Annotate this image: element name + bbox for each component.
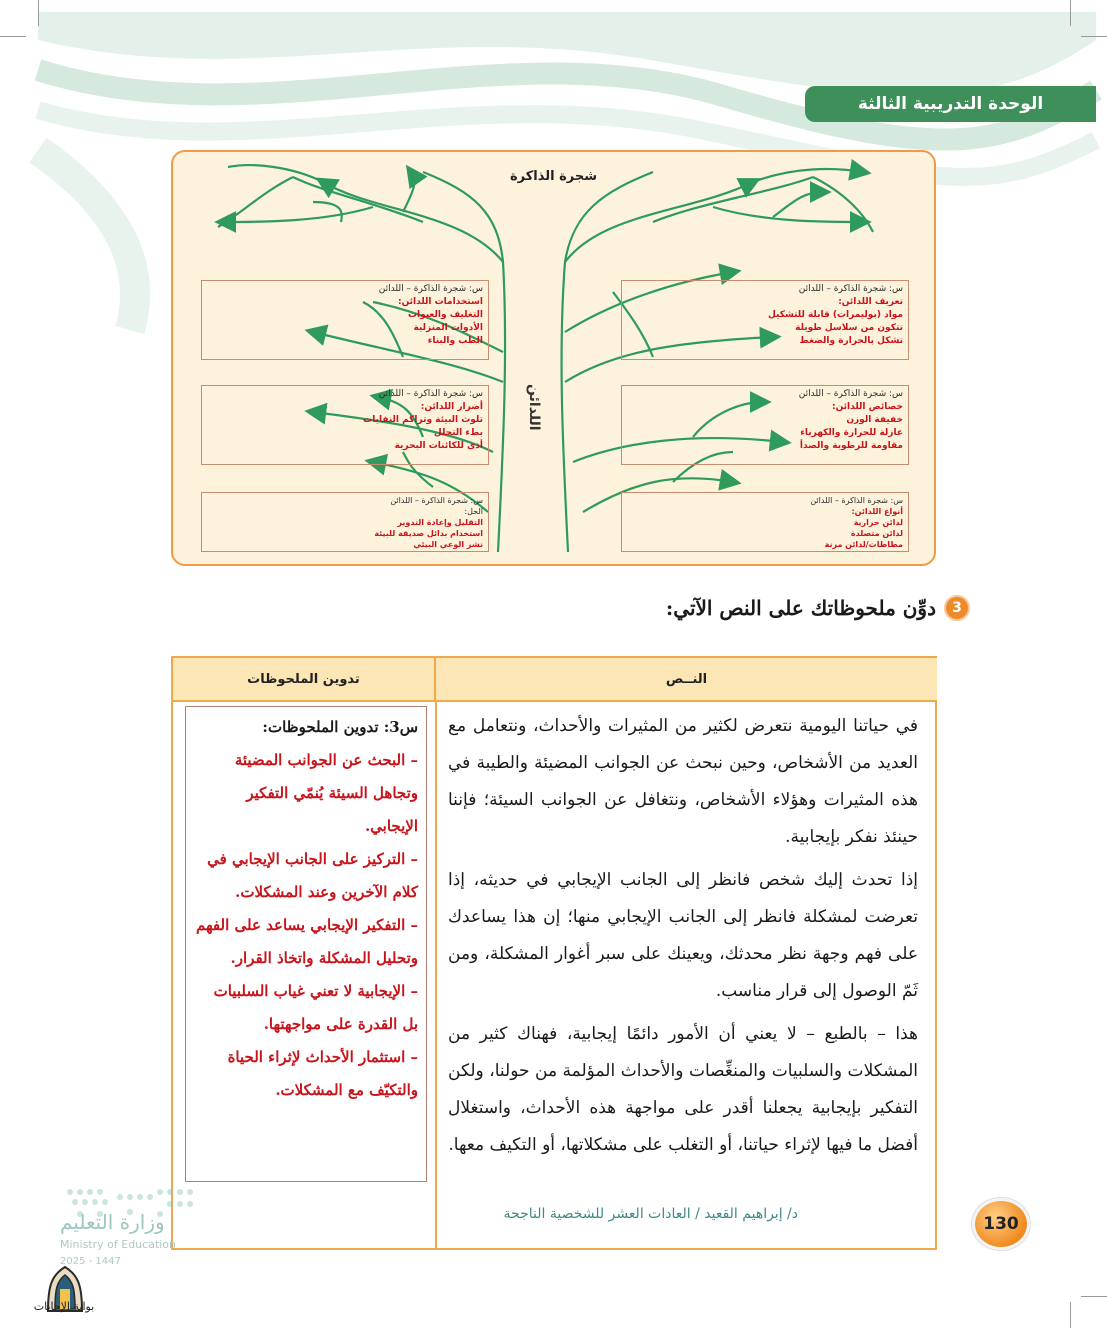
notes-table xyxy=(171,656,937,1250)
passage-text xyxy=(448,708,918,1170)
question-text: دوِّن ملحوظاتك على النص الآتي: xyxy=(665,596,936,620)
note-line: لدائن حرارية xyxy=(853,518,903,527)
table-header-text: النــص xyxy=(436,658,937,702)
passage-paragraph: إذا تحدث إليك شخص فانظر إلى الجانب الإيجابي في حديثه، إذا تعرضت لمشكلة فانظر إلى الجانب الإيجابي منها؛ إن هذا يساعدك على فهم وجهة نظر محدثك، ويعينك على سبر أغوار المشكلة، ومن ثَمّ الوصول إلى قرار مناسب. xyxy=(448,870,918,1001)
note-line: مقاومة للرطوبة والصدأ xyxy=(799,441,903,451)
tree-note-box-right-2 xyxy=(621,385,909,465)
tree-title: شجرة الذاكرة xyxy=(509,169,598,184)
column-divider xyxy=(435,702,437,1248)
crop-mark xyxy=(1070,1302,1071,1328)
tree-note-box-left-2 xyxy=(201,385,489,465)
passage-paragraph: في حياتنا اليومية نتعرض لكثير من المثيرات والأحداث، ونتعامل مع العديد من الأشخاص، وحين نبحث عن الجوانب المضيئة والطيبة في هذه المثيرات وهؤلاء الأشخاص، ونتغافل عن الجوانب السيئة؛ فإننا حينئذ نفكر بإيجابية. xyxy=(448,716,918,847)
note-line: س: شجرة الذاكرة – اللدائن xyxy=(798,284,903,294)
note-line: مواد (بوليمرات) قابلة للتشكيل xyxy=(768,310,903,320)
tree-note-box-right-3 xyxy=(621,492,909,552)
note-line: أذى للكائنات البحرية xyxy=(394,441,483,451)
tree-note-box-right-1 xyxy=(621,280,909,360)
crop-mark xyxy=(0,36,26,37)
note-item: – التركيز على الجانب الإيجابي في كلام الآخرين وعند المشكلات. xyxy=(207,850,418,901)
passage-paragraph: هذا – بالطبع – لا يعني أن الأمور دائمًا إيجابية، فهناك كثير من المشكلات والسلبيات والمنغِّصات والأحداث المؤلمة من حولنا، ولكن التفكير بإيجابية يجعلنا أقدر على مواجهة هذه الأحداث، واستغلال أفضل ما فيها لإثراء حياتنا، أو التغلب على مشكلاتها، أو التكيف معها. xyxy=(448,1024,918,1155)
note-line: الحل: xyxy=(464,507,483,516)
note-line: مطاطات/لدائن مرنة xyxy=(824,540,903,549)
crop-mark xyxy=(38,0,39,26)
note-line: أضرار اللدائن: xyxy=(420,402,483,412)
portal-name: بوابة الإجابات xyxy=(33,1300,95,1313)
note-line: التقليل وإعادة التدوير xyxy=(397,518,483,527)
note-line: تعريف اللدائن: xyxy=(838,297,903,307)
ministry-year: 2025 - 1447 xyxy=(60,1256,121,1267)
note-line: أنواع اللدائن: xyxy=(851,507,903,516)
note-line: س: شجرة الذاكرة – اللدائن xyxy=(378,389,483,399)
note-line: تلوث البيئة وتراكم النفايات xyxy=(363,415,483,425)
tree-note-box-left-1 xyxy=(201,280,489,360)
note-line: الأدوات المنزلية xyxy=(413,323,483,333)
crop-mark xyxy=(1081,1296,1107,1297)
passage-source: د/ إبراهيم القعيد / العادات العشر للشخصية الناجحة xyxy=(503,1206,798,1222)
crop-mark xyxy=(1070,0,1071,26)
crop-mark xyxy=(1081,36,1107,37)
note-line: خصائص اللدائن: xyxy=(831,402,903,412)
note-line: س: شجرة الذاكرة – اللدائن xyxy=(798,389,903,399)
note-item: – استثمار الأحداث لإثراء الحياة والتكيّف مع المشكلات. xyxy=(227,1048,418,1099)
note-line: خفيفة الوزن xyxy=(846,415,903,425)
note-item: – التفكير الإيجابي يساعد على الفهم وتحليل المشكلة واتخاذ القرار. xyxy=(196,916,418,967)
note-line: س: شجرة الذاكرة – اللدائن xyxy=(810,496,903,505)
note-line: استخدامات اللدائن: xyxy=(397,297,483,307)
note-line: استخدام بدائل صديقة للبيئة xyxy=(374,529,483,538)
memory-tree-diagram xyxy=(171,150,936,566)
note-line: س: شجرة الذاكرة – اللدائن xyxy=(378,284,483,294)
note-line: الطب والبناء xyxy=(427,336,483,346)
ministry-name-en: Ministry of Education xyxy=(60,1238,177,1251)
unit-title: الوحدة التدريبية الثالثة xyxy=(857,94,1044,114)
question-number-badge: 3 xyxy=(944,595,970,621)
note-line: عازلة للحرارة والكهرباء xyxy=(800,428,903,438)
handwritten-notes[interactable] xyxy=(185,706,427,1182)
table-header-notes: تدوين الملحوظات xyxy=(173,658,436,702)
note-line: نشر الوعي البيئي xyxy=(413,540,483,549)
question-heading xyxy=(560,590,970,626)
note-line: تشكل بالحرارة والضغط xyxy=(799,336,903,346)
note-line: بطء التحلل xyxy=(433,428,483,438)
note-item: – الإيجابية لا تعني غياب السلبيات بل القدرة على مواجهتها. xyxy=(213,982,418,1033)
note-item: – البحث عن الجوانب المضيئة وتجاهل السيئة يُنمّي التفكير الإيجابي. xyxy=(234,751,418,835)
note-line: لدائن متصلدة xyxy=(850,529,903,538)
ministry-name-ar: وزارة التعليم xyxy=(60,1210,165,1234)
note-line: تتكون من سلاسل طويلة xyxy=(795,323,903,333)
unit-title-bar xyxy=(805,86,1096,122)
note-line: التغليف والعبوات xyxy=(407,310,483,320)
note-line: س: شجرة الذاكرة – اللدائن xyxy=(390,496,483,505)
trunk-label: اللدائن xyxy=(526,383,542,431)
page-number: 130 xyxy=(972,1198,1030,1250)
notes-heading: س3: تدوين الملحوظات: xyxy=(262,718,418,736)
tree-note-box-left-3 xyxy=(201,492,489,552)
